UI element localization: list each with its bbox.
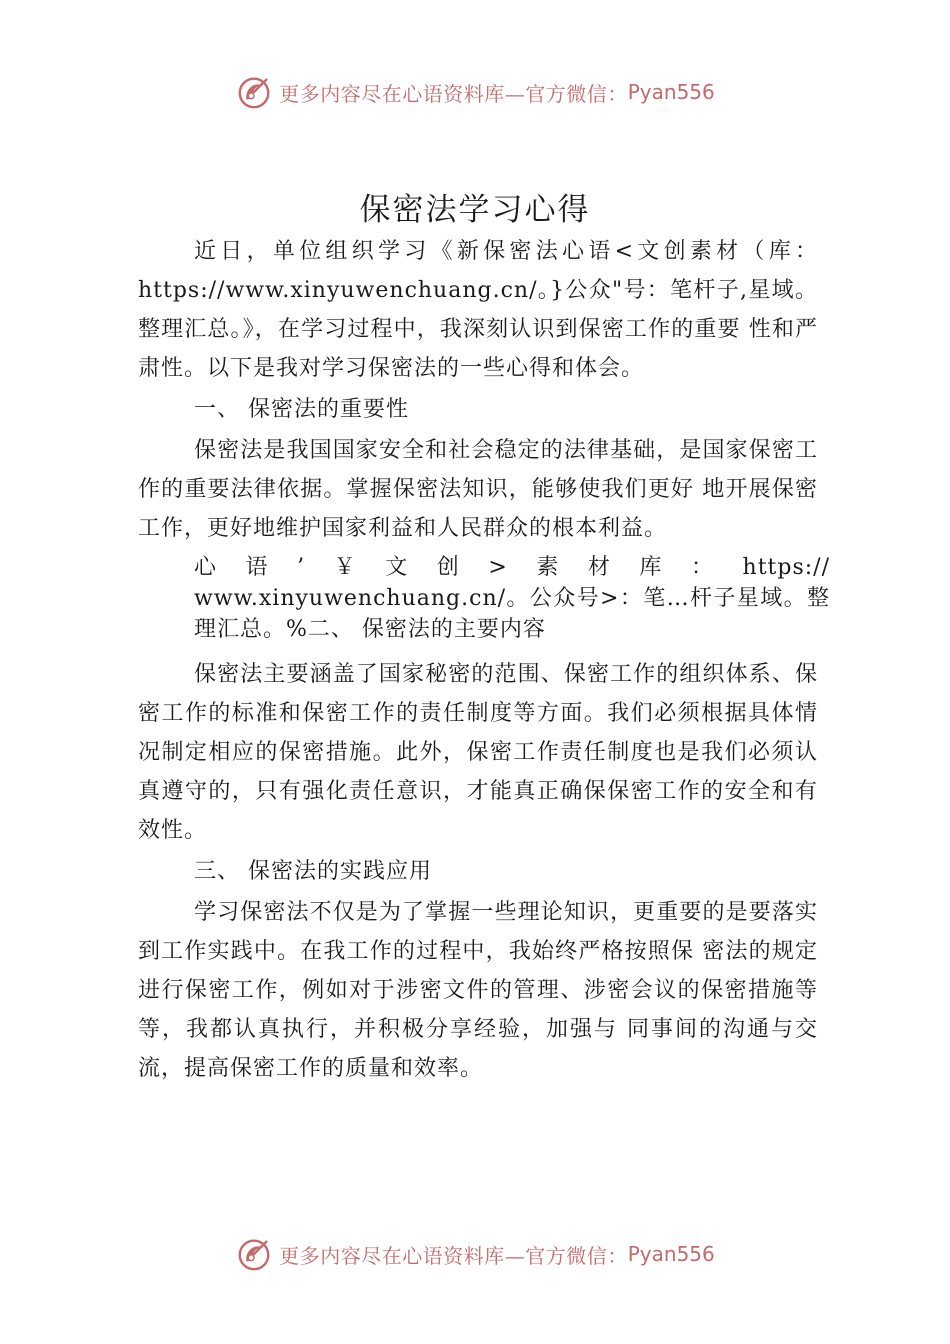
banner-text: 更多内容尽在心语资料库—官方微信： xyxy=(279,1243,628,1268)
note-rest: www.xinyuwenchuang.cn/。公众号>：笔…杆子星域。整理汇总。%二、 保密法的主要内容 xyxy=(194,586,830,642)
note-line-1: 心语’￥文创>素材库：https:// xyxy=(194,555,830,580)
section-3-paragraph: 学习保密法不仅是为了掌握一些理论知识，更重要的是要落实到工作实践中。在我工作的过程中，我始终严格按照保 密法的规定进行保密工作，例如对于涉密文件的管理、涉密会议的保密措施等等，我都认真执行，并积极分享经验，加强与 同事间的沟通与交流，提高保密工作的质量和效率。 xyxy=(138,900,818,1081)
section-heading-3: 三、 保密法的实践应用 xyxy=(194,859,432,884)
intro-paragraph: 近日，单位组织学习《新保密法心语<文创素材（库：https://www.xinyuwenchuang.cn/。}公众"号：笔杆子,星域。整理汇总。》，在学习过程中，我深刻认识到保密工作的重要 性和严肃性。以下是我对学习保密法的一些心得和体会。 xyxy=(138,239,818,381)
watermark-note xyxy=(194,552,830,645)
banner-wechat-id: Pyan556 xyxy=(627,80,715,104)
document-body xyxy=(138,232,830,1088)
section-heading-1: 一、 保密法的重要性 xyxy=(194,397,409,422)
banner-wechat-id: Pyan556 xyxy=(627,1242,715,1266)
footer-banner xyxy=(0,1232,950,1276)
swirl-logo-icon xyxy=(235,1235,273,1273)
section-1-paragraph: 保密法是我国国家安全和社会稳定的法律基础，是国家保密工作的重要法律依据。掌握保密法知识，能够使我们更好 地开展保密工作，更好地维护国家利益和人民群众的根本利益。 xyxy=(138,438,818,541)
section-2-paragraph: 保密法主要涵盖了国家秘密的范围、保密工作的组织体系、保密工作的标准和保密工作的责任制度等方面。我们必须根据具体情况制定相应的保密措施。此外，保密工作责任制度也是我们必须认真遵守的，只有强化责任意识，才能真正确保保密工作的安全和有效性。 xyxy=(138,662,818,843)
swirl-logo-icon xyxy=(235,73,273,111)
document-title: 保密法学习心得 xyxy=(359,192,591,228)
banner-text: 更多内容尽在心语资料库—官方微信： xyxy=(279,81,628,106)
header-banner xyxy=(0,70,950,114)
